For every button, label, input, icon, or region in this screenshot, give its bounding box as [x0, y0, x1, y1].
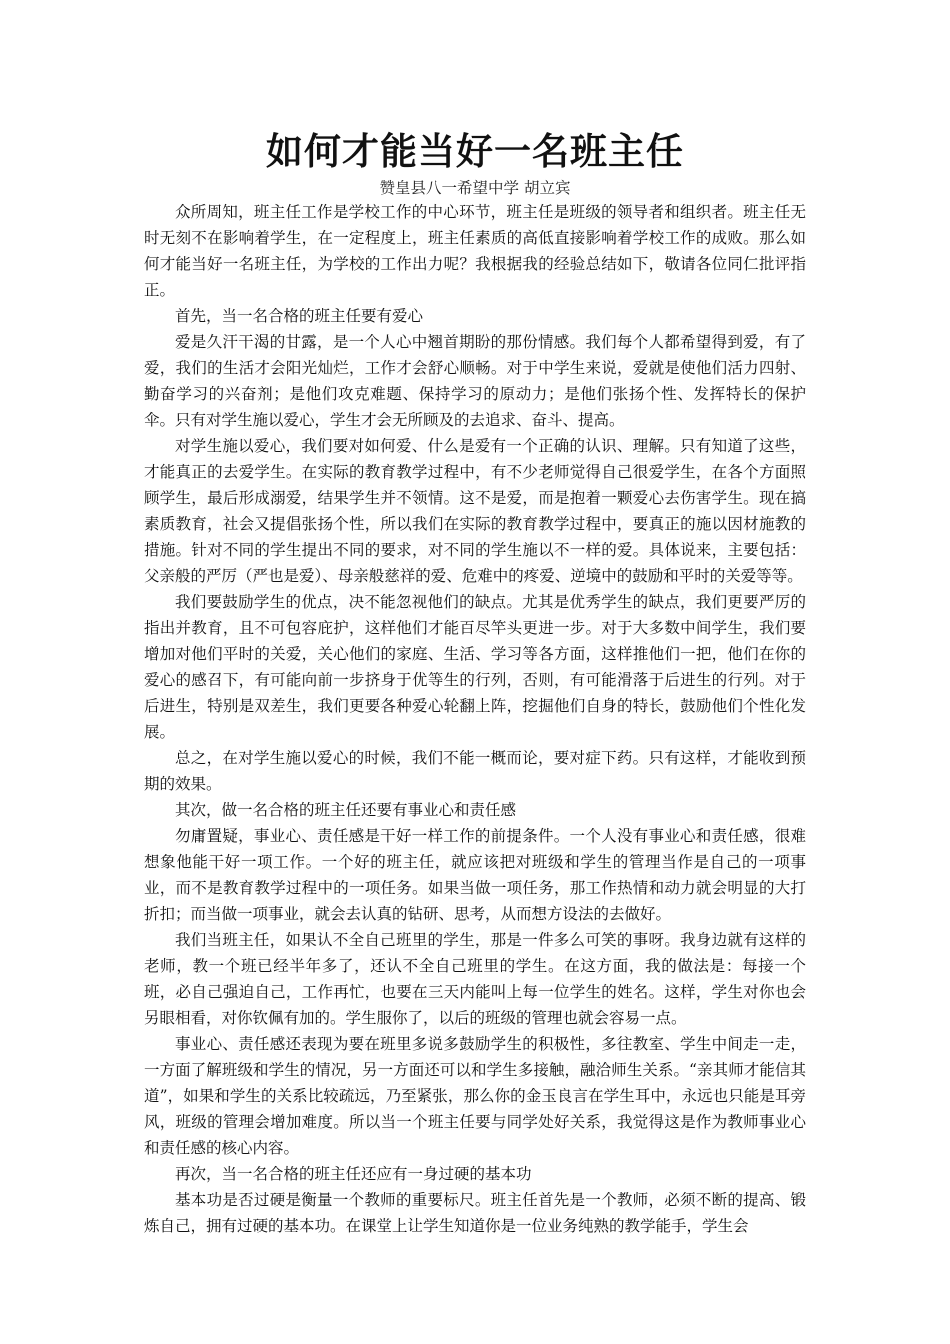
section-heading-love: 首先，当一名合格的班主任要有爱心	[175, 307, 424, 325]
paragraph: 基本功是否过硬是衡量一个教师的重要标尺。班主任首先是一个教师，必须不断的提高、锻炼自己，拥有过硬的基本功。在课堂上让学生知道你是一位业务纯熟的教学能手，学生会	[144, 1191, 806, 1235]
paragraph: 总之，在对学生施以爱心的时候，我们不能一概而论，要对症下药。只有这样，才能收到预期的效果。	[144, 749, 806, 793]
section-heading-skills: 再次，当一名合格的班主任还应有一身过硬的基本功	[175, 1165, 532, 1183]
paragraph-intro: 众所周知，班主任工作是学校工作的中心环节，班主任是班级的领导者和组织者。班主任无时无刻不在影响着学生，在一定程度上，班主任素质的高低直接影响着学校工作的成败。那么如何才能当好一名班主任，为学校的工作出力呢？我根据我的经验总结如下，敬请各位同仁批评指正。	[144, 203, 806, 299]
section-heading-responsibility: 其次，做一名合格的班主任还要有事业心和责任感	[175, 801, 517, 819]
document-title: 如何才能当好一名班主任	[266, 129, 684, 173]
paragraph: 我们要鼓励学生的优点，决不能忽视他们的缺点。尤其是优秀学生的缺点，我们更要严厉的指出并教育，且不可包容庇护，这样他们才能百尽竿头更进一步。对于大多数中间学生，我们要增加对他们平时的关爱，关心他们的家庭、生活、学习等各方面，这样推他们一把，他们在你的爱心的感召下，有可能向前一步挤身于优等生的行列，否则，有可能滑落于后进生的行列。对于后进生，特别是双差生，我们更要各种爱心轮翻上阵，挖掘他们自身的特长，鼓励他们个性化发展。	[144, 593, 806, 741]
document-body	[144, 199, 806, 1239]
document-author: 赞皇县八一希望中学 胡立宾	[379, 179, 571, 197]
paragraph: 对学生施以爱心，我们要对如何爱、什么是爱有一个正确的认识、理解。只有知道了这些，才能真正的去爱学生。在实际的教育教学过程中，有不少老师觉得自己很爱学生，在各个方面照顾学生，最后形成溺爱，结果学生并不领情。这不是爱，而是抱着一颗爱心去伤害学生。现在搞素质教育，社会又提倡张扬个性，所以我们在实际的教育教学过程中，要真正的施以因材施教的措施。针对不同的学生提出不同的要求，对不同的学生施以不一样的爱。具体说来，主要包括：父亲般的严厉（严也是爱）、母亲般慈祥的爱、危难中的疼爱、逆境中的鼓励和平时的关爱等等。	[144, 437, 806, 585]
paragraph: 我们当班主任，如果认不全自己班里的学生，那是一件多么可笑的事呀。我身边就有这样的老师，教一个班已经半年多了，还认不全自己班里的学生。在这方面，我的做法是：每接一个班，必自己强迫自己，工作再忙，也要在三天内能叫上每一位学生的姓名。这样，学生对你也会另眼相看，对你钦佩有加的。学生服你了，以后的班级的管理也就会容易一点。	[144, 931, 806, 1027]
paragraph: 事业心、责任感还表现为要在班里多说多鼓励学生的积极性，多往教室、学生中间走一走，一方面了解班级和学生的情况，另一方面还可以和学生多接触，融洽师生关系。“亲其师才能信其道”，如果和学生的关系比较疏远，乃至紧张，那么你的金玉良言在学生耳中，永远也只能是耳旁风，班级的管理会增加难度。所以当一个班主任要与同学处好关系，我觉得这是作为教师事业心和责任感的核心内容。	[144, 1035, 806, 1157]
paragraph: 勿庸置疑，事业心、责任感是干好一样工作的前提条件。一个人没有事业心和责任感，很难想象他能干好一项工作。一个好的班主任，就应该把对班级和学生的管理当作是自己的一项事业，而不是教育教学过程中的一项任务。如果当做一项任务，那工作热情和动力就会明显的大打折扣；而当做一项事业，就会去认真的钻研、思考，从而想方设法的去做好。	[144, 827, 806, 923]
paragraph: 爱是久汗干渴的甘露，是一个人心中翘首期盼的那份情感。我们每个人都希望得到爱，有了爱，我们的生活才会阳光灿烂，工作才会舒心顺畅。对于中学生来说，爱就是使他们活力四射、勤奋学习的兴奋剂；是他们攻克难题、保持学习的原动力；是他们张扬个性、发挥特长的保护伞。只有对学生施以爱心，学生才会无所顾及的去追求、奋斗、提高。	[144, 333, 806, 429]
